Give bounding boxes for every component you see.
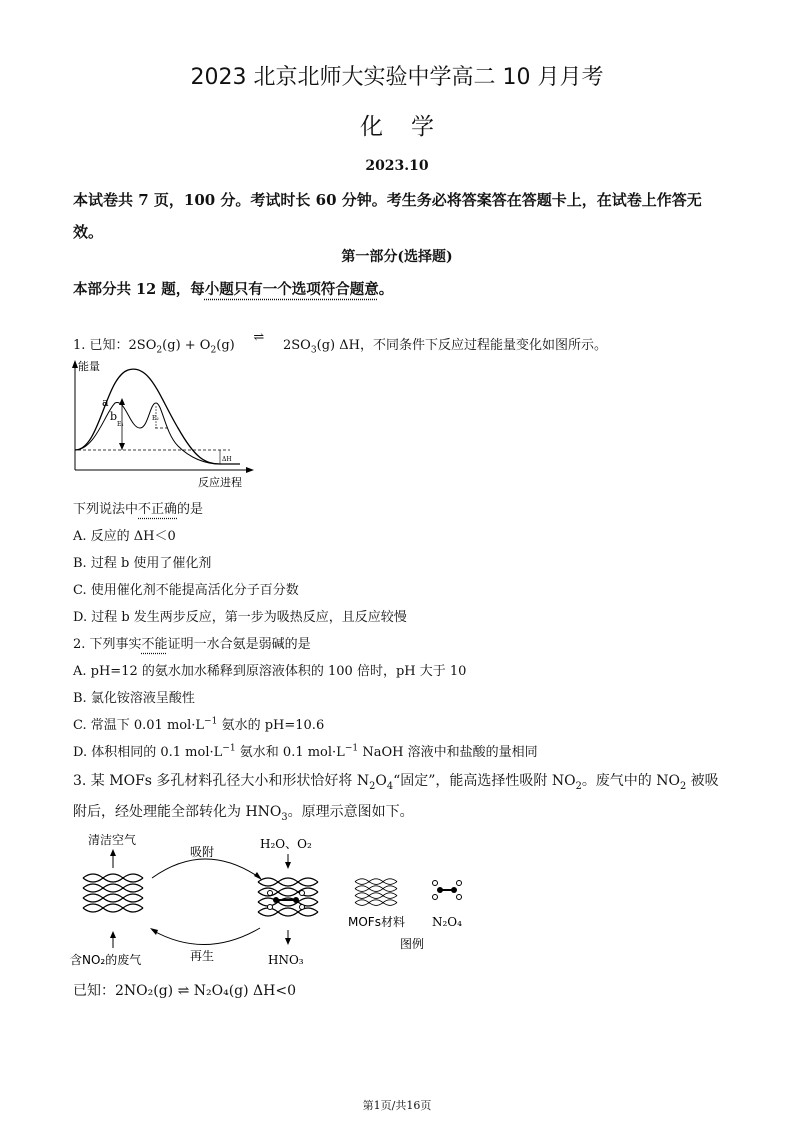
q2-stem: 2. 下列事实不能证明一水合氨是弱碱的是 [73,637,311,652]
h2o-o2-label: H₂O、O₂ [260,837,312,851]
progress-axis-label: 反应进程 [198,476,242,488]
page-number: 第1页/共16页 [362,1099,432,1112]
legend-title: 图例 [400,937,425,951]
exam-title: 2023 北京北师大实验中学高二 10 月月考 [190,65,604,90]
mofs-mesh-left [83,874,143,912]
n2o4-legend-label: N₂O₄ [432,915,462,929]
energy-axis-label: 能量 [78,360,100,373]
q1-option-d: D. 过程 b 发生两步反应，第一步为吸热反应，且反应较慢 [73,610,407,625]
exam-instructions: 本试卷共 7 页，100 分。考试时长 60 分钟。考生务必将答案答在答题卡上，在试卷上作答无效。 [73,191,702,241]
mofs-legend-label: MOFs材料 [348,915,405,929]
q1-option-a: A. 反应的 ΔH＜0 [73,529,176,544]
subject-title: 化学 [360,114,462,140]
q1-option-c: C. 使用催化剂不能提高活化分子百分数 [73,583,299,598]
equilibrium-arrow-icon: ⇌ [253,330,265,345]
clean-air-label: 清洁空气 [88,833,137,847]
n2o4-legend-icon [433,881,462,900]
section-title: 第一部分(选择题) [341,249,453,265]
delta-h-label: ΔH [222,456,232,463]
q3-known-equation: 已知：2NO₂(g) ⇌ N₂O₄(g) ΔH<0 [73,983,297,999]
section-note: 本部分共 12 题，每小题只有一个选项符合题意。 [73,281,394,298]
q1-energy-diagram [70,358,260,488]
e1-label: E₁ [117,421,124,428]
q2-option-b: B. 氯化铵溶液呈酸性 [73,691,195,706]
q2-option-c: C. 常温下 0.01 $mol\cdot L^{-1}$ 氨水的 pH=10.6 [73,716,325,733]
q1-option-b: B. 过程 b 使用了催化剂 [73,556,212,571]
e2-label: E₂ [152,415,159,422]
mofs-mesh-right [258,878,318,916]
mofs-legend-icon [355,879,397,906]
q2-option-a: A. pH=12 的氨水加水稀释到原溶液体积的 100 倍时，pH 大于 10 [73,664,467,679]
hno3-label: HNO₃ [268,953,304,967]
q1-prompt: 下列说法中不正确的是 [73,502,204,517]
waste-gas-label: 含NO₂的废气 [70,953,142,967]
q3-stem-line1: 3. 某 MOFs 多孔材料孔径大小和形状恰好将 $N_2O_4“$固定”，能高选择性吸附 $NO_2$。废气中的 $NO_2$ 被吸 [73,773,719,792]
regenerate-label: 再生 [190,949,215,963]
q1-stem: 1. 已知：$2SO_2(g) + O_2(g)$ ⇌ $2SO_3(g)$ ΔH，不同条件下反应过程能量变化如图所示。 [73,330,607,356]
q3-stem-line2: 附后，经处理能全部转化为 $HNO_3$。原理示意图如下。 [73,804,414,823]
exam-date: 2023.10 [365,158,429,174]
curve-b-label: b [110,410,118,423]
q3-mofs-diagram [70,830,490,975]
q2-option-d: D. 体积相同的 0.1 $mol\cdot L^{-1}$ 氨水和 0.1 $mol\cdot L^{-1}$ NaOH 溶液中和盐酸的量相同 [73,743,538,760]
adsorb-label: 吸附 [190,845,215,859]
curve-a-label: a [102,396,109,409]
